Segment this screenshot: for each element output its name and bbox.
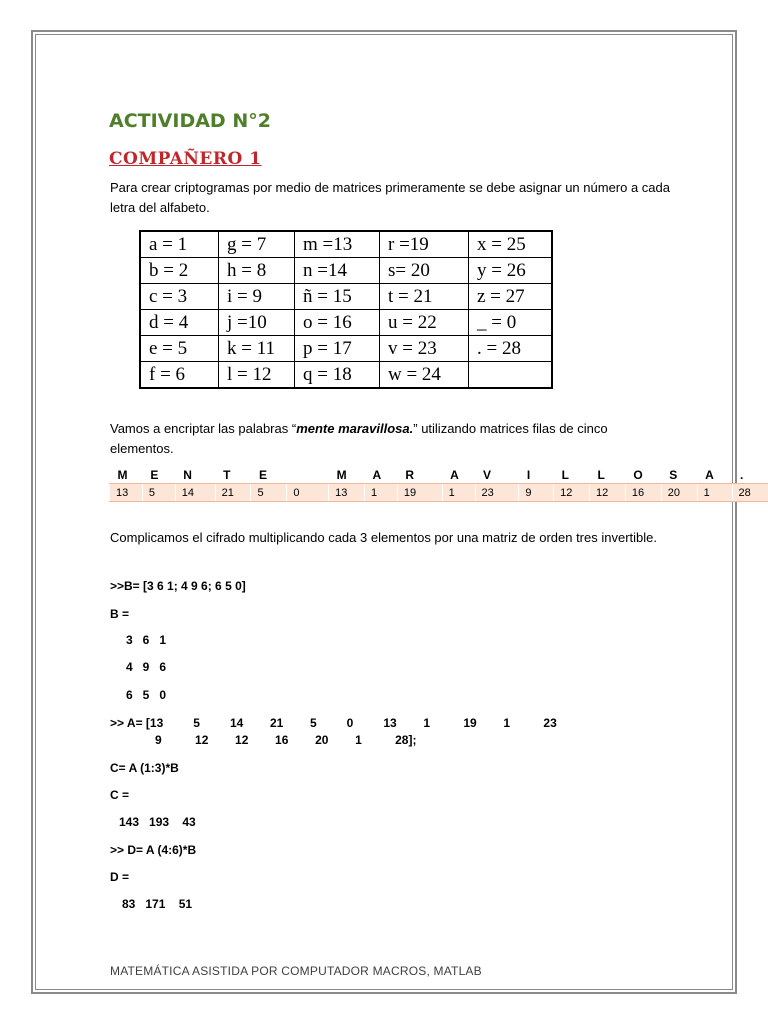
alphabet-cell: o = 16 <box>295 310 380 336</box>
cipher-letter: M <box>117 467 128 482</box>
alphabet-cell: w = 24 <box>380 362 469 389</box>
cipher-letter: L <box>561 467 570 482</box>
alphabet-cell: g = 7 <box>219 231 295 258</box>
alphabet-row <box>140 336 552 362</box>
alphabet-cell: l = 12 <box>219 362 295 389</box>
alphabet-cell: c = 3 <box>140 284 219 310</box>
alphabet-cell: n =14 <box>295 258 380 284</box>
cipher-letter: T <box>223 467 231 482</box>
section-subtitle: COMPAÑERO 1 <box>109 149 262 169</box>
cipher-number: 1 <box>442 484 475 502</box>
cipher-number: 14 <box>175 484 215 502</box>
complicate-paragraph: Complicamos el cifrado multiplicando cada 3 elementos por una matriz de orden tres invertible. <box>110 530 657 545</box>
alphabet-cell: y = 26 <box>469 258 553 284</box>
cipher-number: 5 <box>142 484 175 502</box>
alphabet-row <box>140 231 552 258</box>
alphabet-cell: e = 5 <box>140 336 219 362</box>
cipher-letter: O <box>633 467 643 482</box>
cipher-number: 9 <box>519 484 554 502</box>
d-result: 83 171 51 <box>122 897 193 911</box>
cipher-table <box>109 466 768 502</box>
alphabet-cell: _ = 0 <box>469 310 553 336</box>
alphabet-row <box>140 310 552 336</box>
alphabet-row <box>140 284 552 310</box>
cipher-letter: L <box>597 467 605 482</box>
cipher-number: 13 <box>329 484 365 502</box>
d-label: D = <box>110 870 130 884</box>
alphabet-row <box>140 258 552 284</box>
alphabet-cell: b = 2 <box>140 258 219 284</box>
cipher-number: 20 <box>661 484 697 502</box>
a-command-line-1: >> A= [13 5 14 21 5 0 13 1 19 1 23 <box>110 716 557 730</box>
alphabet-cell: p = 17 <box>295 336 380 362</box>
alphabet-cell <box>469 362 553 389</box>
alphabet-cell: . = 28 <box>469 336 553 362</box>
cipher-letter: M <box>336 467 347 482</box>
alphabet-row <box>140 362 552 389</box>
encrypt-paragraph: Vamos a encriptar las palabras “mente maravillosa.” utilizando matrices filas de cinco elementos. <box>110 421 608 456</box>
alphabet-cell: h = 8 <box>219 258 295 284</box>
alphabet-cell: r =19 <box>380 231 469 258</box>
alphabet-cell: k = 11 <box>219 336 295 362</box>
alphabet-cell: ñ = 15 <box>295 284 380 310</box>
alphabet-cell: q = 18 <box>295 362 380 389</box>
c-label: C = <box>110 788 130 802</box>
cipher-letter: V <box>483 467 492 482</box>
alphabet-cell: v = 23 <box>380 336 469 362</box>
cipher-letter <box>287 466 329 484</box>
b-command: >>B= [3 6 1; 4 9 6; 6 5 0] <box>110 579 246 593</box>
alphabet-cell: t = 21 <box>380 284 469 310</box>
cipher-number: 13 <box>110 484 143 502</box>
cipher-number: 19 <box>397 484 442 502</box>
phrase-emphasis: mente maravillosa. <box>296 421 414 436</box>
cipher-letter: A <box>705 467 714 482</box>
page-footer: MATEMÁTICA ASISTIDA POR COMPUTADOR MACROS, MATLAB <box>110 964 482 978</box>
cipher-letter: R <box>405 467 415 482</box>
alphabet-cell: u = 22 <box>380 310 469 336</box>
b-row-3: 6 5 0 <box>126 688 167 702</box>
alphabet-cell: d = 4 <box>140 310 219 336</box>
cipher-number: 5 <box>251 484 287 502</box>
b-row-1: 3 6 1 <box>126 633 167 647</box>
intro-paragraph: Para crear criptogramas por medio de matrices primeramente se debe asignar un número a cada letra del alfabeto. <box>110 180 670 215</box>
cipher-letter: N <box>183 467 192 482</box>
cipher-letter: . <box>740 467 744 482</box>
alphabet-cell: i = 9 <box>219 284 295 310</box>
a-command-line-2: 9 12 12 16 20 1 28]; <box>155 733 417 747</box>
alphabet-cell: s= 20 <box>380 258 469 284</box>
alphabet-cell: m =13 <box>295 231 380 258</box>
cipher-letter: I <box>526 467 531 482</box>
alphabet-cell: f = 6 <box>140 362 219 389</box>
b-label: B = <box>110 607 130 621</box>
d-command: >> D= A (4:6)*B <box>110 843 197 857</box>
alphabet-table <box>139 230 553 389</box>
alphabet-cell: j =10 <box>219 310 295 336</box>
cipher-letter: E <box>258 467 267 482</box>
alphabet-cell: z = 27 <box>469 284 553 310</box>
cipher-number: 12 <box>554 484 590 502</box>
b-row-2: 4 9 6 <box>126 660 167 674</box>
cipher-number: 0 <box>287 484 329 502</box>
alphabet-cell: a = 1 <box>140 231 219 258</box>
c-command: C= A (1:3)*B <box>110 761 179 775</box>
cipher-number: 1 <box>697 484 732 502</box>
cipher-number: 28 <box>732 484 768 502</box>
page-title: ACTIVIDAD N°2 <box>109 110 271 132</box>
cipher-letter: A <box>450 467 459 482</box>
cipher-number: 12 <box>590 484 626 502</box>
alphabet-cell: x = 25 <box>469 231 553 258</box>
cipher-number: 16 <box>625 484 661 502</box>
cipher-number: 1 <box>364 484 397 502</box>
cipher-letter: S <box>669 467 678 482</box>
cipher-number: 21 <box>215 484 251 502</box>
cipher-number: 23 <box>475 484 519 502</box>
cipher-letter: A <box>372 467 382 482</box>
c-result: 143 193 43 <box>119 815 196 829</box>
cipher-letter: E <box>150 467 159 482</box>
